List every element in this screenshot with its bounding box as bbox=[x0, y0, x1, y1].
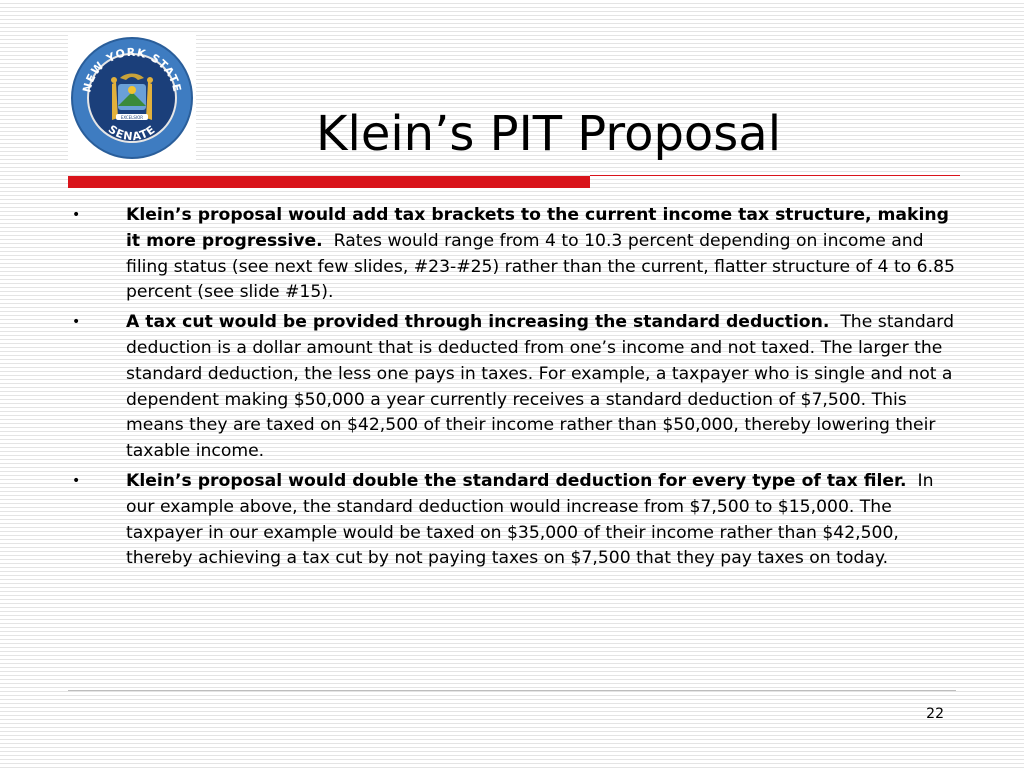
bullet-item bbox=[72, 310, 956, 465]
bullet-body: In our example above, the standard deduction would increase from $7,500 to $15,000. The taxpayer in our example would be taxed on $35,000 of their income rather than $42,500, thereby achieving a tax cut by not paying taxes on $7,500 that they pay taxes on today. bbox=[126, 470, 934, 569]
seal-text-top: NEW YORK STATE bbox=[80, 45, 184, 94]
title-accent-line bbox=[590, 175, 960, 176]
bullet-marker: • bbox=[72, 207, 81, 223]
ny-senate-seal-logo bbox=[68, 34, 196, 162]
bullet-marker: • bbox=[72, 472, 81, 489]
title-accent-bar bbox=[68, 176, 590, 188]
seal-text-bottom: SENATE bbox=[105, 122, 159, 144]
footer-divider bbox=[68, 690, 956, 691]
bullet-body: Rates would range from 4 to 10.3 percent depending on income and filing status (see next few slides, #23-#25) rather than the current, flatter structure of 4 to 6.85 percent (see slide #15). bbox=[126, 230, 955, 303]
bullet-bold-lead: Klein’s proposal would add tax brackets to the current income tax structure, making it more progressive. bbox=[126, 205, 949, 251]
seal-ribbon-text: EXCELSIOR bbox=[120, 115, 144, 120]
bullet-bold-lead: A tax cut would be provided through increasing the standard deduction. bbox=[126, 312, 830, 333]
seal-icon bbox=[68, 34, 196, 162]
bullet-body: The standard deduction is a dollar amount that is deducted from one’s income and not taxed. The larger the standard deduction, the less one pays in taxes. For example, a taxpayer who is single and not a dependent making $50,000 a year currently receives a standard deduction of $7,500. This means they are taxed on $42,500 of their income rather than $50,000, thereby lowering their taxable income. bbox=[126, 312, 954, 462]
page-number: 22 bbox=[926, 706, 944, 722]
bullet-marker: • bbox=[72, 314, 81, 331]
bullet-item bbox=[72, 203, 956, 306]
bullet-item bbox=[72, 469, 956, 572]
bullet-bold-lead: Klein’s proposal would double the standard deduction for every type of tax filer. bbox=[126, 470, 907, 491]
bullet-list bbox=[72, 203, 956, 576]
slide-title: Klein’s PIT Proposal bbox=[316, 106, 782, 162]
